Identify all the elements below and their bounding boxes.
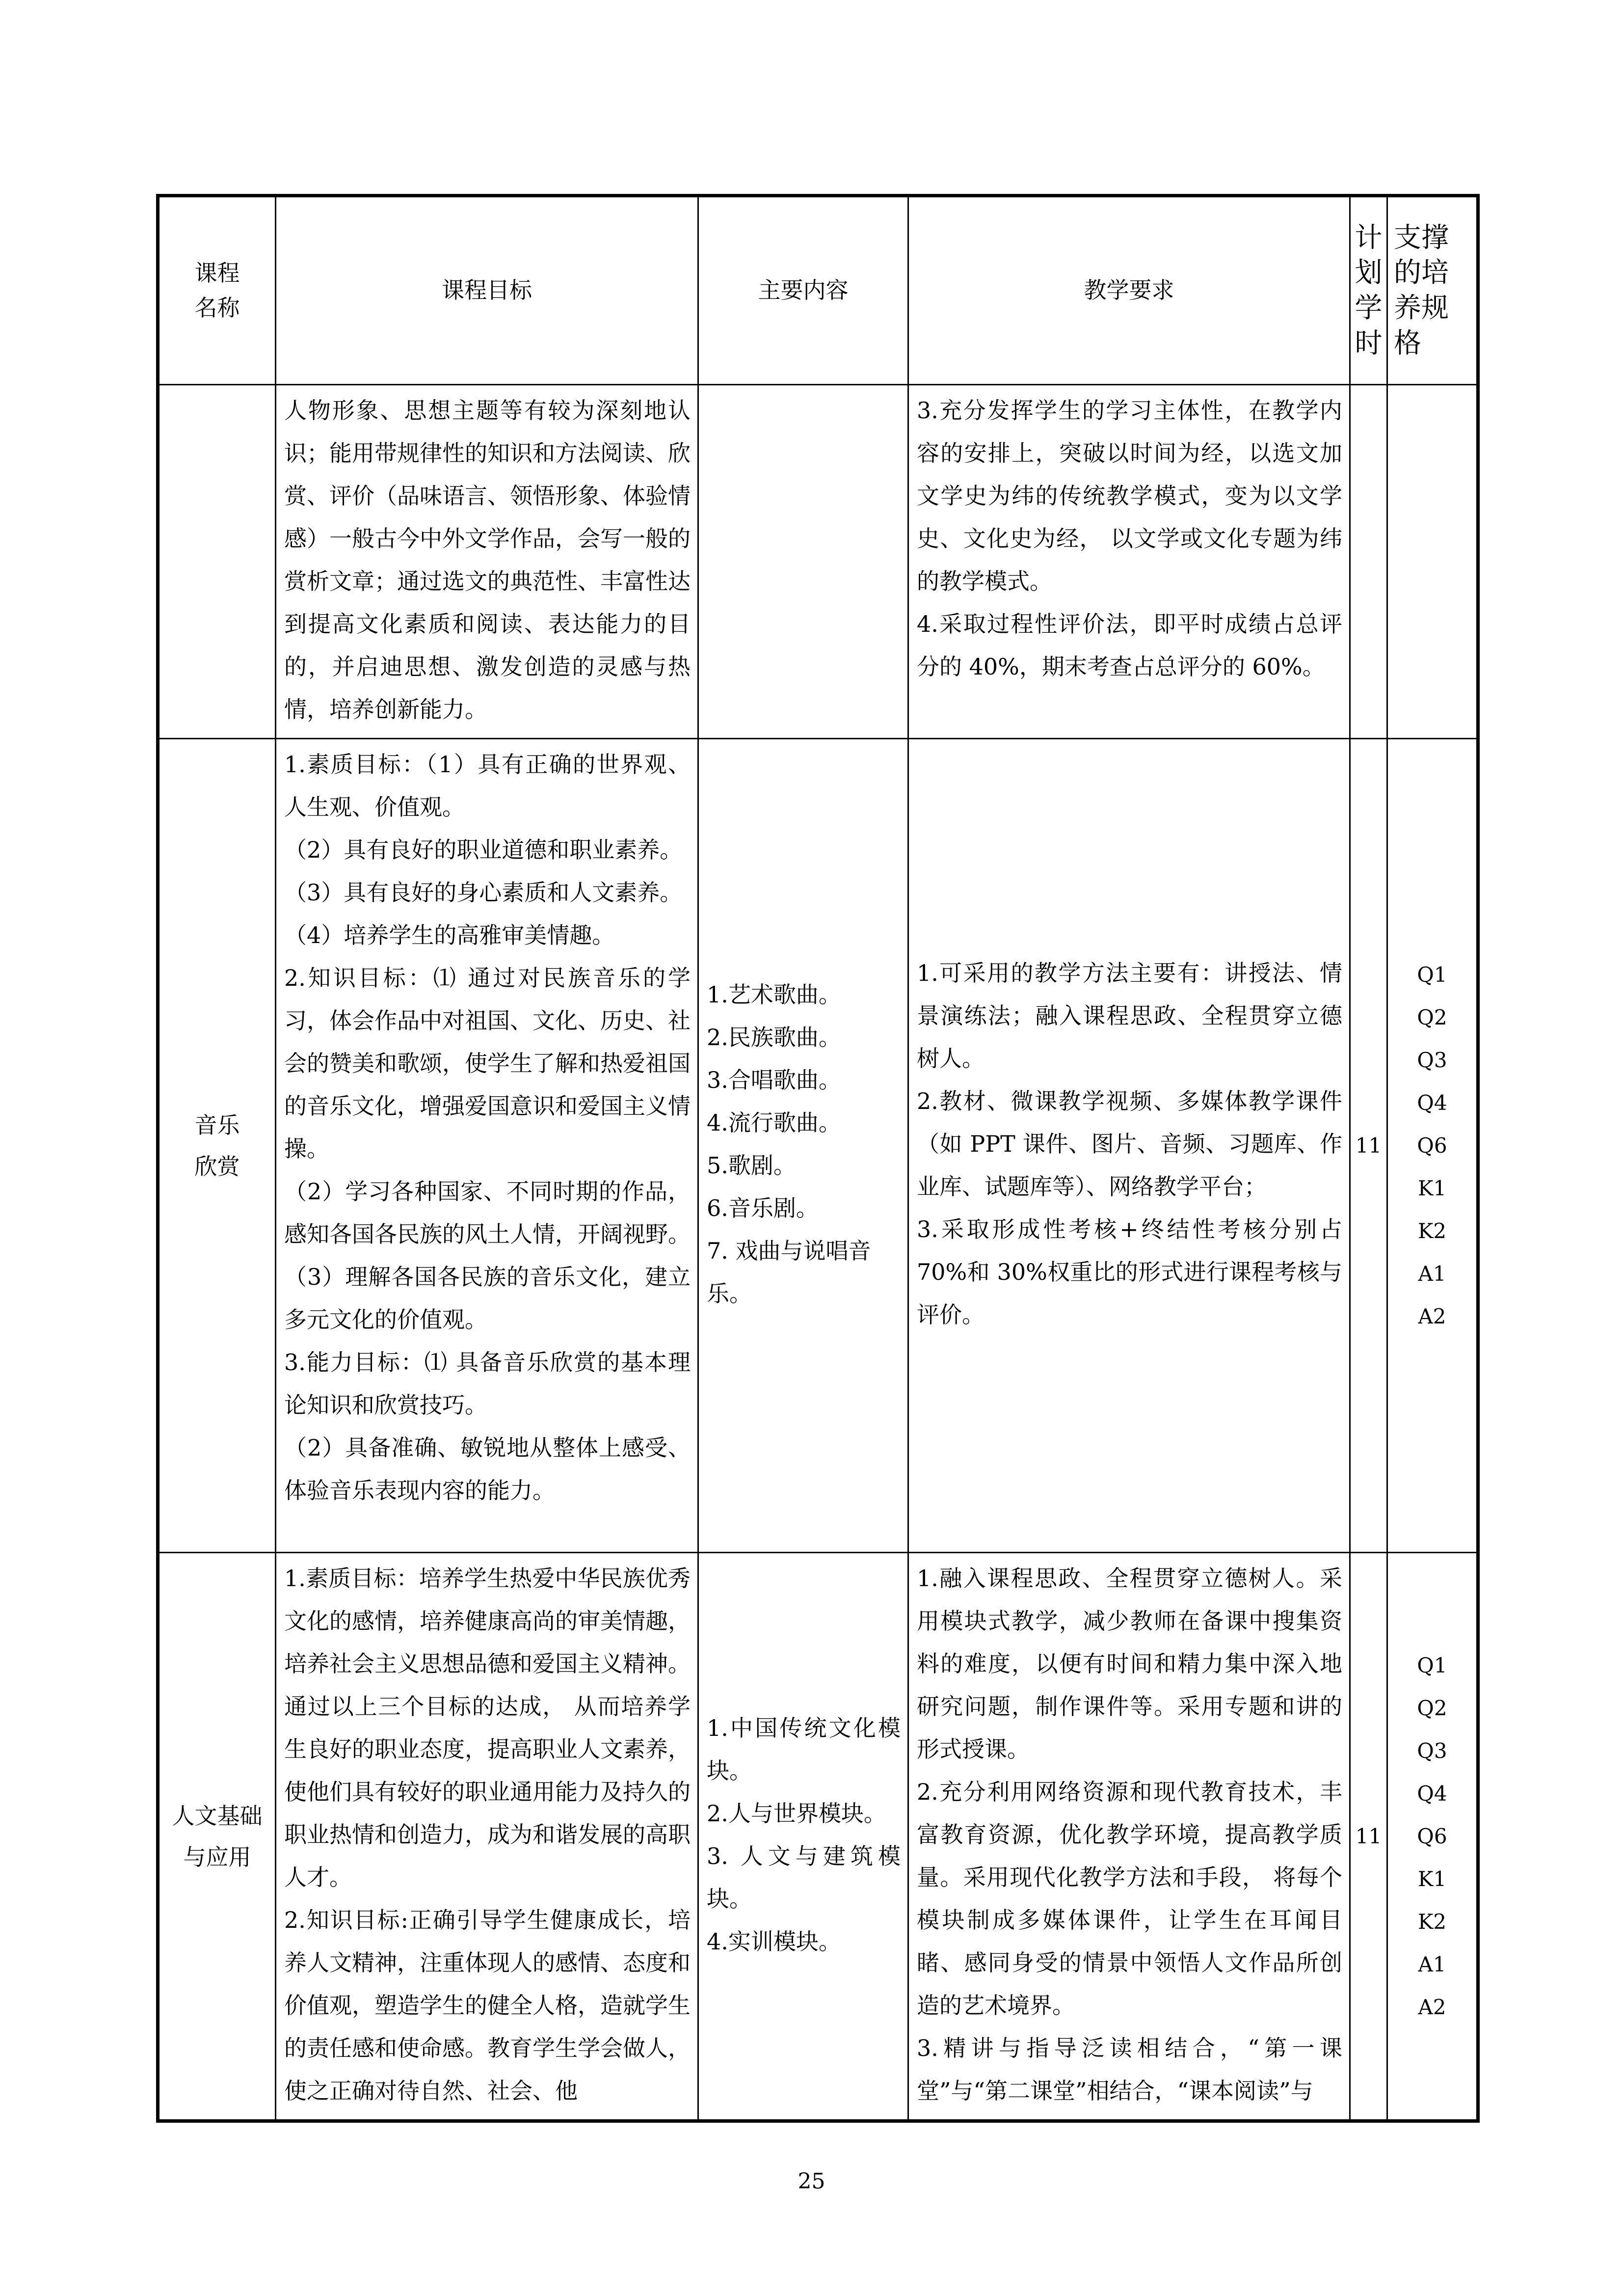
support-spec-code: Q6 <box>1417 1824 1447 1848</box>
content-item: 5.歌剧。 <box>707 1152 796 1179</box>
support-spec-code: Q4 <box>1417 1782 1447 1806</box>
course-objectives-cell <box>276 1553 698 2121</box>
page-number: 25 <box>798 2169 825 2194</box>
objective-paragraph: （4）培养学生的高雅审美情趣。 <box>284 922 615 948</box>
teaching-requirements-cell <box>908 385 1350 739</box>
objective-paragraph: 2.知识目标：⑴ 通过对民族音乐的学习，体会作品中对祖国、文化、历史、社会的赞美和歌颂，使学生了解和热爱祖国的音乐文化，增强爱国意识和爱国主义情操。 <box>284 965 691 1162</box>
teaching-requirements-cell <box>908 739 1350 1553</box>
header-main-content: 主要内容 <box>698 196 908 385</box>
header-course-objectives: 课程目标 <box>276 196 698 385</box>
content-item: 3. 人文与建筑模块。 <box>707 1842 901 1912</box>
main-content-cell <box>698 739 908 1553</box>
support-spec-code: K2 <box>1417 1219 1447 1243</box>
header-supported-specifications-text: 支撑的培养规格 <box>1394 221 1449 359</box>
header-course-name <box>158 196 276 385</box>
curriculum-table <box>156 194 1480 2123</box>
requirement-paragraph: 2.充分利用网络资源和现代教育技术，丰富教育资源，优化教学环境，提高教学质量。采用现代化教学方法和手段， 将每个模块制成多媒体课件，让学生在耳闻目睹、感同身受的情景中领悟人文作品所创造的艺术境界。 <box>917 1779 1342 2019</box>
support-spec-code: A2 <box>1418 1995 1446 2019</box>
objective-paragraph: 人物形象、思想主题等有较为深刻地认识；能用带规律性的知识和方法阅读、欣赏、评价（品味语言、领悟形象、体验情感）一般古今中外文学作品，会写一般的赏析文章；通过选文的典范性、丰富性达到提高文化素质和阅读、表达能力的目的，并启迪思想、激发创造的灵感与热情，培养创新能力。 <box>284 397 691 723</box>
content-item: 2.民族歌曲。 <box>707 1024 841 1051</box>
content-item: 3.合唱歌曲。 <box>707 1066 841 1093</box>
header-teaching-requirements: 教学要求 <box>908 196 1350 385</box>
objective-paragraph: 1.素质目标：培养学生热爱中华民族优秀文化的感情，培养健康高尚的审美情趣，培养社会主义思想品德和爱国主义精神。通过以上三个目标的达成， 从而培养学生良好的职业态度，提高职业人文素养，使他们具有较好的职业通用能力及持久的职业热情和创造力，成为和谐发展的高职人才。 <box>284 1565 691 1891</box>
support-spec-code: K1 <box>1417 1176 1447 1200</box>
content-item: 1.中国传统文化模块。 <box>707 1714 901 1784</box>
content-item: 2.人与世界模块。 <box>707 1800 886 1827</box>
support-specs-cell <box>1387 385 1478 739</box>
planned-hours-cell: 11 <box>1350 739 1387 1553</box>
objective-paragraph: （3）具有良好的身心素质和人文素养。 <box>284 879 683 906</box>
objective-paragraph: 2.知识目标:正确引导学生健康成长，培养人文精神，注重体现人的感情、态度和价值观，塑造学生的健全人格，造就学生的责任感和使命感。教育学生学会做人，使之正确对待自然、社会、他 <box>284 1907 691 2104</box>
content-item: 1.艺术歌曲。 <box>707 981 841 1008</box>
objective-paragraph: （2）具备准确、敏锐地从整体上感受、体验音乐表现内容的能力。 <box>284 1434 691 1504</box>
teaching-requirements-cell <box>908 1553 1350 2121</box>
support-spec-code: Q2 <box>1417 1696 1447 1720</box>
main-content-cell <box>698 385 908 739</box>
content-item: 6.音乐剧。 <box>707 1194 819 1221</box>
support-specs-cell <box>1387 739 1478 1553</box>
header-supported-specifications <box>1387 196 1478 385</box>
support-spec-code: Q1 <box>1417 1653 1447 1677</box>
support-specs-cell <box>1387 1553 1478 2121</box>
header-planned-hours <box>1350 196 1387 385</box>
objective-paragraph: （2）具有良好的职业道德和职业素养。 <box>284 837 683 863</box>
requirement-paragraph: 3.充分发挥学生的学习主体性，在教学内容的安排上，突破以时间为经，以选文加文学史为纬的传统教学模式，变为以文学史、文化史为经， 以文学或文化专题为纬的教学模式。 <box>917 397 1342 594</box>
header-planned-hours-text: 计划学时 <box>1355 221 1383 359</box>
support-spec-code: A1 <box>1418 1262 1446 1286</box>
course-objectives-cell <box>276 385 698 739</box>
content-item: 4.流行歌曲。 <box>707 1109 841 1136</box>
course-objectives-cell <box>276 739 698 1553</box>
objective-paragraph: 3.能力目标：⑴ 具备音乐欣赏的基本理论知识和欣赏技巧。 <box>284 1349 691 1418</box>
table-row-continued <box>158 385 1478 739</box>
requirement-paragraph: 1.可采用的教学方法主要有：讲授法、情景演练法；融入课程思政、全程贯穿立德树人。 <box>917 960 1342 1072</box>
requirement-paragraph: 4.采取过程性评价法，即平时成绩占总评分的 40%，期末考查占总评分的 60%。 <box>917 611 1342 680</box>
requirement-paragraph: 3.采取形成性考核+终结性考核分别占 70%和 30%权重比的形式进行课程考核与评价。 <box>917 1216 1342 1328</box>
support-spec-code: Q3 <box>1417 1048 1447 1072</box>
planned-hours-cell: 11 <box>1350 1553 1387 2121</box>
content-item: 4.实训模块。 <box>707 1928 841 1955</box>
table-row-music-appreciation <box>158 739 1478 1553</box>
header-course-name-text: 课程名称 <box>194 259 240 321</box>
support-spec-code: Q4 <box>1417 1091 1447 1115</box>
objective-paragraph: （3）理解各国各民族的音乐文化，建立多元文化的价值观。 <box>284 1264 691 1333</box>
requirement-paragraph: 1.融入课程思政、全程贯穿立德树人。采用模块式教学，减少教师在备课中搜集资料的难度，以便有时间和精力集中深入地研究问题，制作课件等。采用专题和讲的形式授课。 <box>917 1565 1342 1762</box>
table-row-humanities <box>158 1553 1478 2121</box>
main-content-cell <box>698 1553 908 2121</box>
course-name-text: 音乐欣赏 <box>194 1111 240 1180</box>
course-name-cell <box>158 385 276 739</box>
requirement-paragraph: 2.教材、微课教学视频、多媒体教学课件（如 PPT 课件、图片、音频、习题库、作业库、试题库等）、网络教学平台； <box>917 1088 1342 1200</box>
planned-hours-cell <box>1350 385 1387 739</box>
support-spec-code: K1 <box>1417 1867 1447 1891</box>
support-spec-code: Q6 <box>1417 1134 1447 1158</box>
objective-paragraph: （2）学习各种国家、不同时期的作品，感知各国各民族的风土人情，开阔视野。 <box>284 1178 691 1247</box>
support-spec-code: K2 <box>1417 1910 1447 1934</box>
support-spec-code: Q2 <box>1417 1005 1447 1029</box>
support-spec-code: A1 <box>1418 1952 1446 1976</box>
support-spec-code: Q3 <box>1417 1739 1447 1763</box>
requirement-paragraph: 3.精讲与指导泛读相结合，“第一课堂”与“第二课堂”相结合，“课本阅读”与 <box>917 2035 1342 2104</box>
table-header-row <box>158 196 1478 385</box>
course-name-text: 人文基础与应用 <box>172 1802 263 1870</box>
course-name-cell <box>158 739 276 1553</box>
objective-paragraph: 1.素质目标：（1）具有正确的世界观、人生观、价值观。 <box>284 751 691 820</box>
course-name-cell <box>158 1553 276 2121</box>
content-item: 7. 戏曲与说唱音乐。 <box>707 1237 871 1307</box>
support-spec-code: Q1 <box>1417 963 1447 987</box>
support-spec-code: A2 <box>1418 1304 1446 1328</box>
